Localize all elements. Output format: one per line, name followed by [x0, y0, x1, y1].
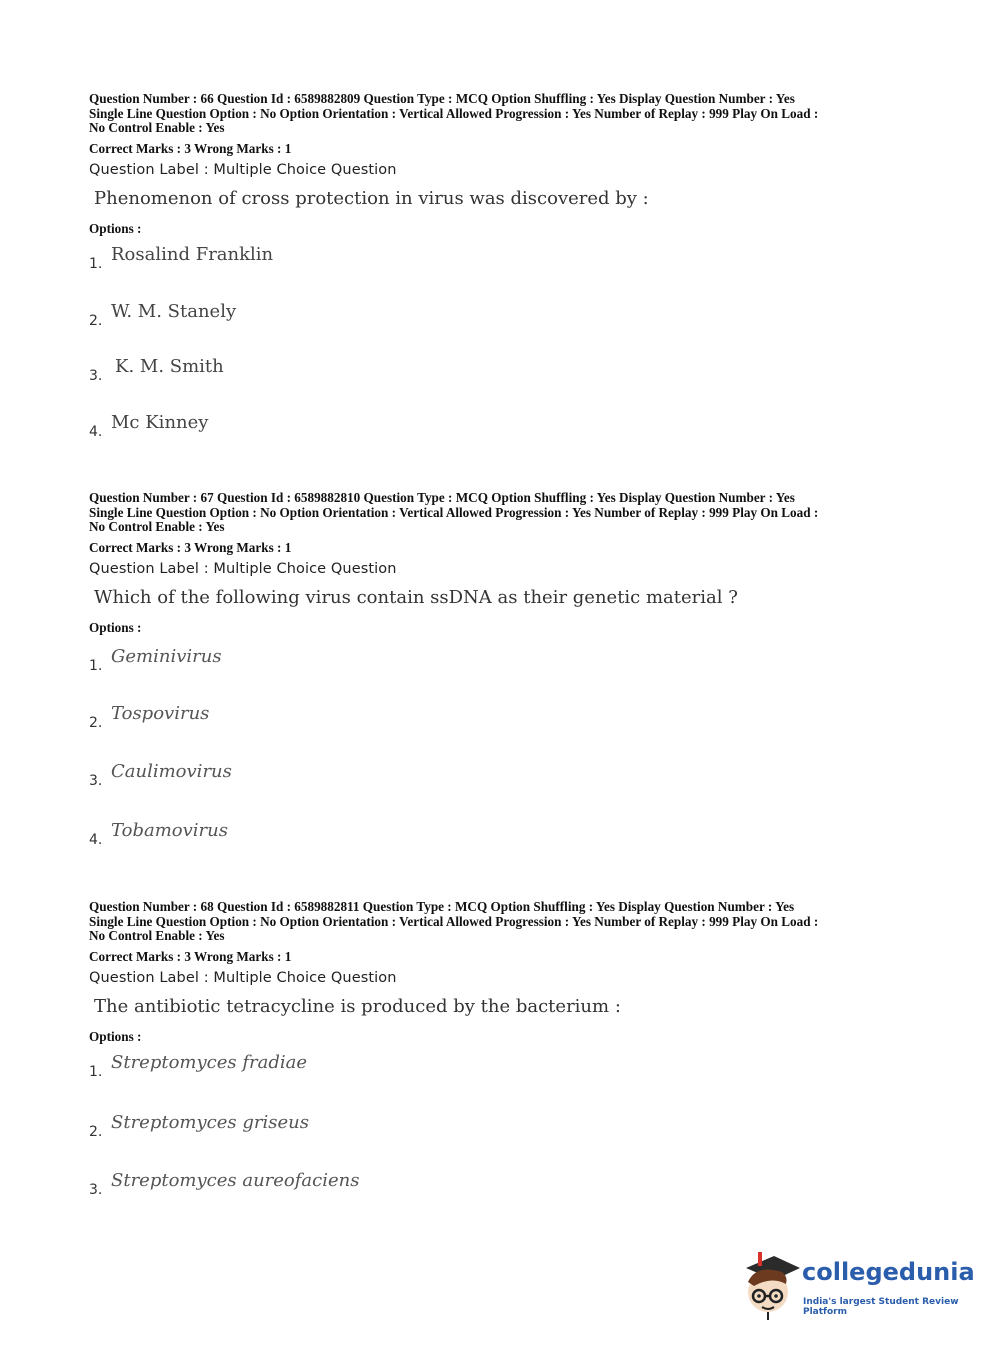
options-list-67	[89, 646, 929, 856]
option-item[interactable]	[89, 301, 689, 331]
options-heading: Options :	[89, 220, 142, 236]
option-text: W. M. Stanely	[111, 301, 237, 322]
option-number: 2.	[89, 313, 103, 329]
option-number: 4.	[89, 424, 103, 440]
option-item[interactable]	[89, 1112, 689, 1142]
meta-line: Single Line Question Option : No Option Orientation : Vertical Allowed Progression : Yes Number of Replay : 999 Play On Load :	[89, 105, 819, 121]
meta-line: Question Number : 66 Question Id : 6589882809 Question Type : MCQ Option Shuffling : Yes Display Question Number : Yes	[89, 91, 795, 106]
option-text: Streptomyces aureofaciens	[111, 1170, 360, 1191]
option-text: Caulimovirus	[111, 761, 232, 782]
question-label: Question Label : Multiple Choice Question	[89, 560, 397, 577]
option-item[interactable]	[89, 356, 689, 386]
option-number: 1.	[89, 1064, 103, 1080]
option-item[interactable]	[89, 646, 689, 676]
option-text: Streptomyces fradiae	[111, 1052, 308, 1073]
option-number: 1.	[89, 658, 103, 674]
question-meta	[89, 491, 929, 535]
question-marks: Correct Marks : 3 Wrong Marks : 1	[89, 948, 292, 964]
option-number: 2.	[89, 715, 103, 731]
mascot-icon	[742, 1250, 802, 1320]
question-block-68	[89, 900, 929, 1045]
option-number: 2.	[89, 1124, 103, 1140]
question-text: Phenomenon of cross protection in virus was discovered by :	[94, 187, 649, 209]
options-heading: Options :	[89, 619, 142, 635]
meta-line: No Control Enable : Yes	[89, 519, 225, 535]
logo-wordmark: collegedunia	[802, 1258, 975, 1286]
option-item[interactable]	[89, 820, 689, 850]
meta-line: Question Number : 67 Question Id : 6589882810 Question Type : MCQ Option Shuffling : Yes Display Question Number : Yes	[89, 490, 795, 505]
options-list-68	[89, 1052, 929, 1212]
logo-tagline: India's largest Student Review Platform	[803, 1297, 959, 1317]
option-text: Tobamovirus	[111, 820, 228, 841]
meta-line: Single Line Question Option : No Option Orientation : Vertical Allowed Progression : Yes Number of Replay : 999 Play On Load :	[89, 504, 819, 520]
option-text: Geminivirus	[111, 646, 222, 667]
question-marks: Correct Marks : 3 Wrong Marks : 1	[89, 539, 292, 555]
question-meta	[89, 900, 929, 944]
option-item[interactable]	[89, 244, 689, 274]
option-text: K. M. Smith	[115, 356, 224, 377]
options-list-66	[89, 244, 929, 444]
meta-line: No Control Enable : Yes	[89, 928, 225, 944]
option-text: Mc Kinney	[111, 412, 209, 433]
option-item[interactable]	[89, 703, 689, 733]
option-item[interactable]	[89, 412, 689, 442]
question-label: Question Label : Multiple Choice Question	[89, 969, 397, 986]
question-meta	[89, 92, 929, 136]
option-number: 4.	[89, 832, 103, 848]
question-marks: Correct Marks : 3 Wrong Marks : 1	[89, 140, 292, 156]
option-item[interactable]	[89, 1052, 689, 1082]
option-number: 3.	[89, 773, 103, 789]
option-text: Rosalind Franklin	[111, 244, 274, 265]
question-block-66	[89, 92, 929, 237]
question-block-67	[89, 491, 929, 636]
option-number: 3.	[89, 1182, 103, 1198]
collegedunia-logo	[742, 1250, 975, 1320]
meta-line: Single Line Question Option : No Option Orientation : Vertical Allowed Progression : Yes Number of Replay : 999 Play On Load :	[89, 913, 819, 929]
options-heading: Options :	[89, 1028, 142, 1044]
option-number: 3.	[89, 368, 103, 384]
option-text: Tospovirus	[111, 703, 210, 724]
meta-line: No Control Enable : Yes	[89, 120, 225, 136]
option-text: Streptomyces griseus	[111, 1112, 309, 1133]
question-text: The antibiotic tetracycline is produced by the bacterium :	[94, 995, 621, 1017]
meta-line: Question Number : 68 Question Id : 6589882811 Question Type : MCQ Option Shuffling : Yes Display Question Number : Yes	[89, 899, 795, 914]
option-item[interactable]	[89, 761, 689, 791]
option-item[interactable]	[89, 1170, 689, 1200]
question-text: Which of the following virus contain ssDNA as their genetic material ?	[94, 586, 738, 608]
option-number: 1.	[89, 256, 103, 272]
question-label: Question Label : Multiple Choice Question	[89, 161, 397, 178]
